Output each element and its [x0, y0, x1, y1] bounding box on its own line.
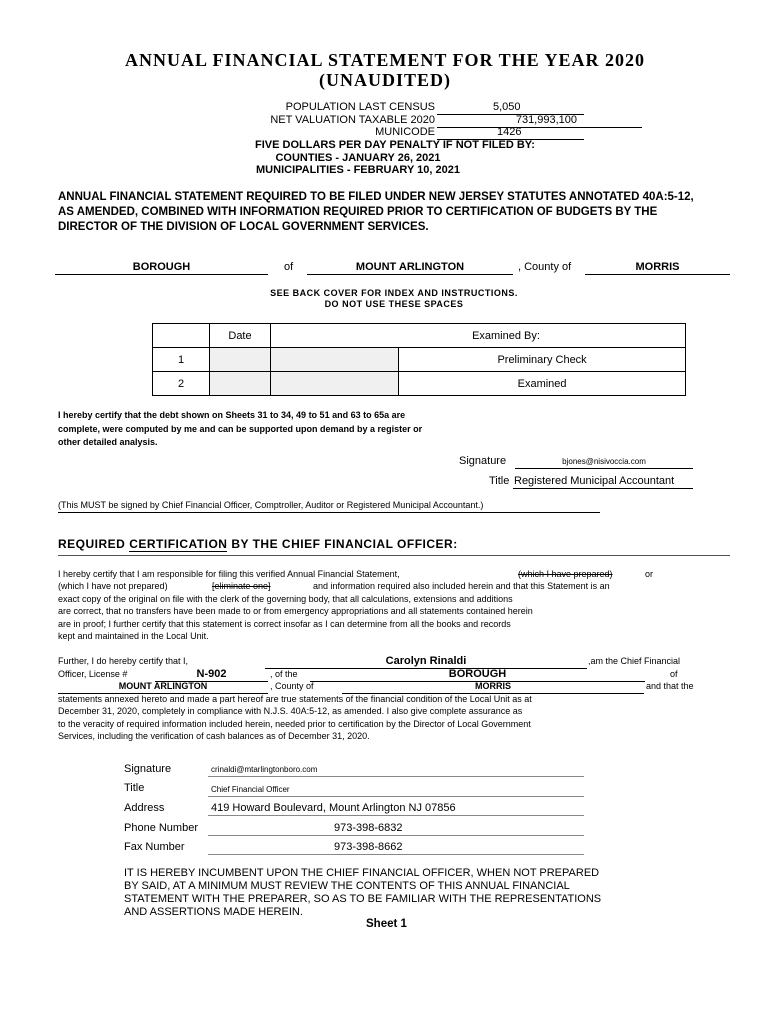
incumbent-line1: IT IS HEREBY INCUMBENT UPON THE CHIEF FINANCIAL OFFICER, WHEN NOT PREPARED: [124, 867, 600, 879]
cfo-para2-line6: to the veracity of required information included herein, needed prior to certification by the Director of Local Government: [58, 719, 531, 729]
valuation-label: NET VALUATION TAXABLE 2020: [270, 114, 435, 126]
incumbent-line2: BY SAID, AT A MINIMUM MUST REVIEW THE CONTENTS OF THIS ANNUAL FINANCIAL: [124, 880, 570, 892]
municode-label: MUNICODE: [375, 126, 435, 138]
debt-title-field[interactable]: Registered Municipal Accountant: [514, 475, 675, 487]
cfo-county-label: , County of: [270, 681, 314, 691]
valuation-value: 731,993,100: [515, 114, 577, 126]
cfo-county-field[interactable]: MORRIS: [475, 681, 511, 691]
or-label: or: [645, 569, 654, 579]
municode-value: 1426: [497, 126, 522, 138]
instructions-line1: SEE BACK COVER FOR INDEX AND INSTRUCTIONS.: [270, 288, 518, 298]
cfo-phone-label: Phone Number: [124, 822, 198, 834]
must-sign-note: (This MUST be signed by Chief Financial Officer, Comptroller, Auditor or Registered Municipal Accountant.): [58, 500, 484, 510]
debt-certify-line2: complete, were computed by me and can be supported upon demand by a register or: [58, 424, 423, 434]
exam-date-cell[interactable]: [210, 372, 271, 396]
penalty-line1: FIVE DOLLARS PER DAY PENALTY IF NOT FILED BY:: [255, 139, 535, 151]
cfo-para1-line2b: and information required also included herein and that this Statement is an: [313, 581, 610, 591]
date-header: Date: [210, 324, 271, 348]
cfo-heading-part3: BY THE CHIEF FINANCIAL OFFICER:: [231, 537, 458, 551]
cfo-title-label: Title: [124, 782, 145, 794]
population-value: 5,050: [493, 101, 521, 113]
entity-type: BOROUGH: [132, 261, 191, 273]
cfo-para1-line4: are correct, that no transfers have been made to or from emergency appropriations and all statements contained herein: [58, 606, 533, 616]
cfo-para2-line4: statements annexed hereto and made a part hereof are true statements of the financial condition of the Local Unit as at: [58, 694, 532, 704]
cfo-phone-field[interactable]: 973-398-6832: [334, 822, 403, 834]
cfo-para2-line7: Services, including the verification of cash balances as of December 31, 2020.: [58, 731, 370, 741]
debt-certify-line1: I hereby certify that the debt shown on Sheets 31 to 34, 49 to 51 and 63 to 65a are: [58, 410, 406, 420]
cfo-fax-field[interactable]: 973-398-8662: [334, 841, 403, 853]
of-the-label: , of the: [270, 669, 298, 679]
debt-title-label: Title: [489, 475, 510, 487]
penalty-line3: MUNICIPALITIES - FEBRUARY 10, 2021: [256, 164, 460, 176]
penalty-line2: COUNTIES - JANUARY 26, 2021: [275, 152, 441, 164]
page-subtitle: (UNAUDITED): [319, 70, 451, 90]
instructions-line2: DO NOT USE THESE SPACES: [324, 299, 464, 309]
cfo-address-field[interactable]: 419 Howard Boulevard, Mount Arlington NJ 07856: [211, 802, 456, 814]
which-prepared-option: (which I have prepared): [518, 569, 613, 579]
filing-requirement: ANNUAL FINANCIAL STATEMENT REQUIRED TO BE FILED UNDER NEW JERSEY STATUTES ANNOTATED 40A:5-12, AS AMENDED, COMBINED WITH INFORMATION REQUIRED PRIOR TO CERTIFICATION OF BUDGETS BY THE DIRECTOR OF THE DIVISION OF LOCAL GOVERNMENT SERVICES.: [58, 191, 694, 233]
cfo-title-field[interactable]: Chief Financial Officer: [211, 785, 290, 794]
cfo-para1-line3: exact copy of the original on file with the clerk of the governing body, that all calculations, extensions and additions: [58, 594, 513, 604]
cfo-heading-part2: CERTIFICATION: [129, 537, 228, 551]
cfo-para1-line1: I hereby certify that I am responsible for filing this verified Annual Financial Statement,: [58, 569, 400, 579]
cfo-fax-label: Fax Number: [124, 841, 185, 853]
license-field[interactable]: N-902: [196, 668, 227, 680]
exam-examiner-cell[interactable]: [271, 372, 399, 396]
examined-by-header: Examined By:: [271, 324, 686, 348]
page-title: ANNUAL FINANCIAL STATEMENT FOR THE YEAR 2020: [124, 50, 646, 70]
examination-table: [152, 323, 686, 396]
cfo-para1-line2a: (which I have not prepared): [58, 581, 168, 591]
debt-signature-field[interactable]: bjones@nisivoccia.com: [562, 457, 646, 466]
exam-date-cell[interactable]: [210, 348, 271, 372]
entity-name: MOUNT ARLINGTON: [355, 261, 465, 273]
cfo-entity-name-field[interactable]: MOUNT ARLINGTON: [118, 681, 208, 691]
cfo-para2-line5: December 31, 2020, completely in compliance with N.J.S. 40A:5-12, as amended. I also give complete assurance as: [58, 706, 523, 716]
cfo-of-label: of: [670, 669, 678, 679]
cfo-signature-label: Signature: [124, 763, 172, 775]
exam-row-num: 1: [153, 348, 210, 372]
am-cfo-label: ,am the Chief Financial: [588, 656, 681, 666]
cfo-heading-part1: REQUIRED: [58, 537, 126, 551]
cfo-entity-type-field[interactable]: BOROUGH: [448, 668, 507, 680]
cfo-para1-line5: are in proof; I further certify that this statement is correct insofar as I can determine from all the books and records: [58, 619, 511, 629]
and-that-label: and that the: [646, 681, 694, 691]
cfo-para1-line6: kept and maintained in the Local Unit.: [58, 631, 209, 641]
exam-row-label: Examined: [399, 372, 686, 396]
population-label: POPULATION LAST CENSUS: [285, 101, 435, 113]
entity-county: MORRIS: [635, 261, 680, 273]
entity-of-label: of: [284, 261, 294, 273]
exam-row-num: 2: [153, 372, 210, 396]
cfo-name-field[interactable]: Carolyn Rinaldi: [385, 655, 467, 667]
officer-license-label: Officer, License #: [58, 669, 128, 679]
incumbent-line4: AND ASSERTIONS MADE HEREIN.: [124, 906, 303, 918]
incumbent-line3: STATEMENT WITH THE PREPARER, SO AS TO BE FAMILIAR WITH THE REPRESENTATIONS: [124, 893, 602, 905]
cfo-heading: [58, 537, 458, 551]
sheet-number: Sheet 1: [366, 918, 407, 930]
debt-certify-line3: other detailed analysis.: [58, 437, 158, 447]
eliminate-one-option: [eliminate one]: [212, 581, 271, 591]
cfo-address-label: Address: [124, 802, 165, 814]
exam-examiner-cell[interactable]: [271, 348, 399, 372]
further-label: Further, I do hereby certify that I,: [58, 656, 189, 666]
entity-county-label: , County of: [518, 261, 572, 273]
cfo-signature-field[interactable]: crinaldi@mtarlingtonboro.com: [211, 765, 318, 774]
debt-signature-label: Signature: [459, 455, 507, 467]
exam-row-label: Preliminary Check: [399, 348, 686, 372]
